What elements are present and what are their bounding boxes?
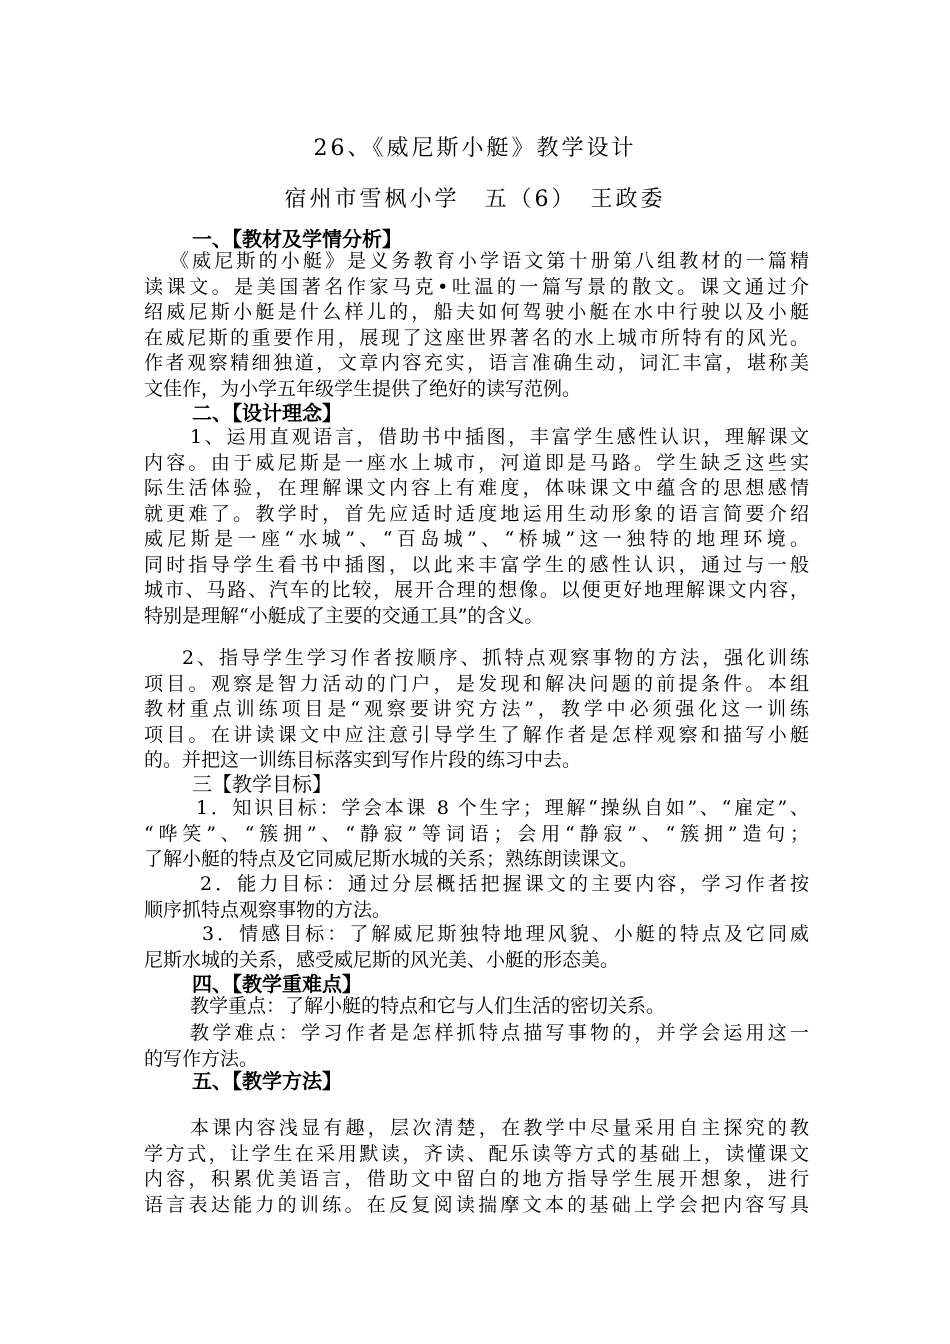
text-line: 尼斯水城的关系，感受威尼斯的风光美、小艇的形态美。 (144, 948, 620, 971)
text-line: 的。并把这一训练目标落实到写作片段的练习中去。 (144, 749, 582, 771)
text-line: 绍威尼斯小艇是什么样儿的，船夫如何驾驶小艇在水中行驶以及小艇 (144, 301, 809, 323)
text-line: “哗笑”、“簇拥”、“静寂”等词语；会用“静寂”、“簇拥”造句； (144, 822, 809, 845)
text-line: 《威尼斯的小艇》是义务教育小学语文第十册第八组教材的一篇精 (170, 250, 809, 272)
section-3-goal-2 (144, 872, 809, 923)
document-author: 宿州市雪枫小学 五（6） 王政委 (284, 187, 666, 212)
section-1-paragraph (144, 249, 809, 402)
section-5-heading: 五、【教学方法】 (192, 1069, 342, 1093)
text-line: 3．情感目标：了解威尼斯独特地理风貌、小艇的特点及它同威 (202, 923, 809, 945)
text-line: 读课文。是美国著名作家马克•吐温的一篇写景的散文。课文通过介 (144, 275, 809, 298)
section-3-goal-3 (144, 922, 809, 973)
text-line: 城市、马路、汽车的比较，展开合理的想像。以便更好地理解课文内容， (144, 579, 809, 601)
section-1-heading: 一、【教材及学情分析】 (192, 227, 402, 251)
section-3-heading: 三【教学目标】 (192, 772, 332, 796)
text-line: 项目。在讲读课文中应注意引导学生了解作者是怎样观察和描写小艇 (144, 723, 809, 746)
text-line: 就更难了。教学时，首先应适时适度地运用生动形象的语言简要介绍 (144, 502, 809, 525)
text-line: 1、运用直观语言，借助书中插图，丰富学生感性认识，理解课文 (190, 426, 809, 448)
section-3-goal-1 (144, 796, 809, 873)
section-4-key-point (144, 994, 809, 1020)
text-line: 特别是理解“小艇成了主要的交通工具”的含义。 (144, 604, 544, 627)
text-line: 了解小艇的特点及它同威尼斯水城的关系；熟练朗读课文。 (144, 848, 639, 870)
text-line: 教材重点训练项目是“观察要讲究方法”，教学中必须强化这一训练 (144, 698, 809, 720)
text-line: 教学重点：了解小艇的特点和它与人们生活的密切关系。 (190, 995, 666, 1017)
text-line: 的写作方法。 (144, 1047, 259, 1070)
text-line: 项目。观察是智力活动的门户，是发现和解决问题的前提条件。本组 (144, 672, 809, 695)
section-2-heading: 二、【设计理念】 (192, 401, 342, 425)
text-line: 本课内容浅显有趣，层次清楚，在教学中尽量采用自主探究的教 (190, 1117, 809, 1139)
text-line: 威尼斯是一座“水城”、“百岛城”、“桥城”这一独特的地理环境。 (144, 528, 809, 550)
text-line: 2．能力目标：通过分层概括把握课文的主要内容，学习作者按 (200, 873, 809, 895)
text-line: 作者观察精细独道，文章内容充实，语言准确生动，词汇丰富，堪称美 (144, 352, 809, 374)
text-line: 教学难点：学习作者是怎样抓特点描写事物的，并学会运用这一 (190, 1022, 809, 1044)
section-4-difficulty (144, 1021, 809, 1072)
text-line: 学方式，让学生在采用默读，齐读、配乐读等方式的基础上，读懂课文 (144, 1142, 809, 1165)
document-title: 26、《威尼斯小艇》教学设计 (313, 136, 637, 161)
text-line: 顺序抓特点观察事物的方法。 (144, 898, 392, 921)
text-line: 在威尼斯的重要作用，展现了这座世界著名的水上城市所特有的风光。 (144, 326, 809, 349)
text-line: 内容，积累优美语言，借助文中留白的地方指导学生展开想象，进行 (144, 1168, 809, 1190)
section-5-paragraph (144, 1116, 809, 1218)
text-line: 1．知识目标：学会本课 8 个生字；理解“操纵自如”、“雇定”、 (196, 797, 809, 819)
text-line: 文佳作，为小学五年级学生提供了绝好的读写范例。 (144, 377, 582, 400)
text-line: 2、指导学生学习作者按顺序、抓特点观察事物的方法，强化训练 (182, 647, 809, 669)
text-line: 同时指导学生看书中插图，以此来丰富学生的感性认识，通过与一般 (144, 553, 809, 576)
section-4-heading: 四、【教学重难点】 (192, 972, 362, 996)
text-line: 语言表达能力的训练。在反复阅读揣摩文本的基础上学会把内容写具 (144, 1193, 809, 1216)
text-line: 内容。由于威尼斯是一座水上城市，河道即是马路。学生缺乏这些实 (144, 451, 809, 474)
section-2-paragraph-2 (144, 646, 809, 774)
text-line: 际生活体验，在理解课文内容上有难度，体味课文中蕴含的思想感情 (144, 477, 809, 499)
section-2-paragraph-1 (144, 425, 809, 629)
